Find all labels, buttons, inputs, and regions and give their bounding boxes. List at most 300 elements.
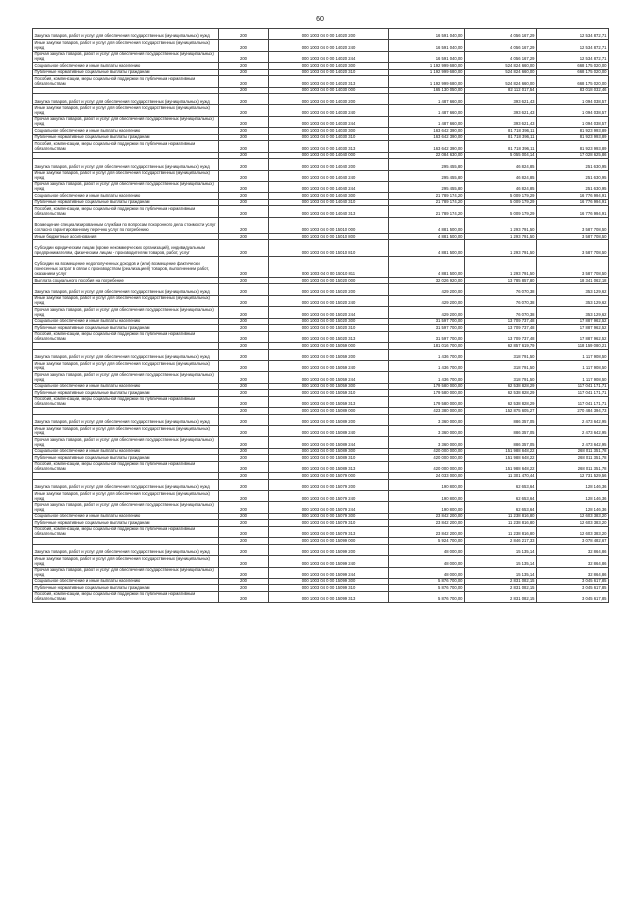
row-code-cell: 200	[219, 76, 269, 87]
row-code-cell: 200	[219, 233, 269, 240]
row-unexecuted-cell: 16 776 994,91	[537, 199, 609, 206]
row-approved-cell: 295 455,80	[389, 170, 465, 181]
row-name-cell: Прочая закупка товаров, работ и услуг для обеспечения государственных (муниципальных) нужд	[33, 567, 219, 578]
row-name-cell: Пособия, компенсации, меры социальной поддержки по публичным нормативным обязательствам	[33, 76, 219, 87]
table-row	[33, 159, 609, 170]
table-row	[33, 217, 609, 233]
row-name-cell: Иные закупки товаров, работ и услуг для обеспечения государственных (муниципальных) нужд	[33, 40, 219, 51]
row-approved-cell: 23 842 200,00	[389, 520, 465, 527]
row-unexecuted-cell: 81 923 993,89	[537, 141, 609, 152]
row-code-cell: 200	[219, 134, 269, 141]
row-code-cell: 200	[219, 307, 269, 318]
table-row	[33, 240, 609, 256]
row-executed-cell: 13 785 857,80	[465, 277, 537, 284]
row-name-cell: Субсидии на возмещение недополученных доходов и (или) возмещение фактически понесенных затрат в связи с производством (реализацией) товаров, выполнением работ, оказанием услуг	[33, 256, 219, 277]
row-approved-cell: 48 000,00	[389, 556, 465, 567]
row-code-cell: 200	[219, 325, 269, 332]
row-executed-cell: 46 824,85	[465, 181, 537, 192]
row-kbk-cell: 000 1003 04 0 00 15099 244	[269, 567, 389, 578]
row-code-cell: 200	[219, 390, 269, 397]
row-approved-cell: 420 000 000,00	[389, 461, 465, 472]
row-approved-cell: 16 591 040,00	[389, 40, 465, 51]
table-row	[33, 513, 609, 520]
row-name-cell: Иные закупки товаров, работ и услуг для обеспечения государственных (муниципальных) нужд	[33, 170, 219, 181]
row-approved-cell: 23 842 200,00	[389, 513, 465, 520]
row-executed-cell: 76 070,38	[465, 284, 537, 295]
row-unexecuted-cell: 12 731 529,56	[537, 473, 609, 480]
row-unexecuted-cell: 12 534 872,71	[537, 40, 609, 51]
table-row	[33, 277, 609, 284]
row-approved-cell: 24 033 000,00	[389, 473, 465, 480]
row-approved-cell: 22 084 630,00	[389, 152, 465, 159]
row-unexecuted-cell: 16 776 994,91	[537, 193, 609, 200]
row-unexecuted-cell: 117 041 171,71	[537, 383, 609, 390]
row-kbk-cell: 000 1003 04 0 00 15079 240	[269, 491, 389, 502]
row-kbk-cell: 000 1003 04 0 00 15079 310	[269, 520, 389, 527]
row-name-cell: Социальное обеспечение и иные выплаты населению	[33, 448, 219, 455]
row-unexecuted-cell: 2 473 642,95	[537, 425, 609, 436]
row-code-cell: 200	[219, 343, 269, 350]
table-row	[33, 63, 609, 70]
row-name-cell: Прочая закупка товаров, работ и услуг для обеспечения государственных (муниципальных) нужд	[33, 372, 219, 383]
row-code-cell: 200	[219, 538, 269, 545]
table-row	[33, 105, 609, 116]
row-approved-cell: 420 000 000,00	[389, 455, 465, 462]
table-row	[33, 181, 609, 192]
row-executed-cell: 5 009 179,29	[465, 199, 537, 206]
row-kbk-cell: 000 1003 04 0 00 14040 313	[269, 206, 389, 217]
row-kbk-cell: 000 1003 04 0 00 15099 300	[269, 578, 389, 585]
row-approved-cell: 3 360 000,00	[389, 425, 465, 436]
row-approved-cell: 31 597 700,00	[389, 325, 465, 332]
row-executed-cell: 886 357,05	[465, 425, 537, 436]
row-executed-cell: 393 621,43	[465, 94, 537, 105]
table-row	[33, 520, 609, 527]
row-name-cell: Прочая закупка товаров, работ и услуг для обеспечения государственных (муниципальных) нужд	[33, 502, 219, 513]
row-unexecuted-cell: 32 864,86	[537, 567, 609, 578]
row-executed-cell: 62 653,64	[465, 491, 537, 502]
table-row	[33, 199, 609, 206]
table-row	[33, 40, 609, 51]
row-unexecuted-cell: 17 028 625,86	[537, 152, 609, 159]
row-code-cell: 200	[219, 105, 269, 116]
row-kbk-cell: 000 1003 04 0 00 15099 000	[269, 538, 389, 545]
row-name-cell: Социальное обеспечение и иные выплаты населению	[33, 513, 219, 520]
page-number: 60	[316, 16, 324, 23]
row-code-cell: 200	[219, 318, 269, 325]
row-code-cell: 200	[219, 181, 269, 192]
row-kbk-cell: 000 1003 04 0 00 14020 313	[269, 76, 389, 87]
table-row	[33, 128, 609, 135]
row-name-cell: Социальное обеспечение и иные выплаты населению	[33, 578, 219, 585]
row-kbk-cell: 000 1003 04 0 00 15020 240	[269, 295, 389, 306]
row-code-cell: 200	[219, 170, 269, 181]
row-kbk-cell: 000 1003 04 0 00 15089 313	[269, 461, 389, 472]
row-unexecuted-cell: 3 587 708,50	[537, 217, 609, 233]
table-row	[33, 491, 609, 502]
row-code-cell: 200	[219, 284, 269, 295]
row-unexecuted-cell: 1 117 908,50	[537, 360, 609, 371]
row-name-cell: Социальное обеспечение и иные выплаты населению	[33, 383, 219, 390]
table-row	[33, 567, 609, 578]
row-name-cell: Иные закупки товаров, работ и услуг для обеспечения государственных (муниципальных) нужд	[33, 556, 219, 567]
row-name-cell: Прочая закупка товаров, работ и услуг для обеспечения государственных (муниципальных) нужд	[33, 307, 219, 318]
row-kbk-cell: 000 1003 04 0 00 14040 310	[269, 199, 389, 206]
row-approved-cell: 5 876 700,00	[389, 585, 465, 592]
row-executed-cell: 5 009 179,29	[465, 206, 537, 217]
row-name-cell: Социальное обеспечение и иные выплаты населению	[33, 318, 219, 325]
table-row	[33, 585, 609, 592]
row-code-cell: 200	[219, 141, 269, 152]
row-unexecuted-cell: 251 630,95	[537, 181, 609, 192]
row-unexecuted-cell: 1 094 038,57	[537, 116, 609, 127]
row-unexecuted-cell: 3 587 708,50	[537, 233, 609, 240]
row-kbk-cell: 000 1003 04 0 00 15099 313	[269, 591, 389, 602]
row-unexecuted-cell: 128 146,36	[537, 502, 609, 513]
row-approved-cell: 1 487 660,00	[389, 105, 465, 116]
table-row	[33, 383, 609, 390]
row-kbk-cell: 000 1003 04 0 00 15099 310	[269, 585, 389, 592]
row-kbk-cell: 000 1003 04 0 00 14030 244	[269, 116, 389, 127]
row-executed-cell: 151 988 648,22	[465, 455, 537, 462]
row-kbk-cell: 000 1003 04 0 00 15079 200	[269, 479, 389, 490]
row-approved-cell: 295 455,80	[389, 159, 465, 170]
row-kbk-cell: 000 1003 04 0 00 15079 300	[269, 513, 389, 520]
row-unexecuted-cell: 668 175 020,00	[537, 76, 609, 87]
row-executed-cell: 2 831 082,15	[465, 591, 537, 602]
row-code-cell: 200	[219, 396, 269, 407]
row-kbk-cell: 000 1003 04 0 00 15020 000	[269, 277, 389, 284]
row-name-cell: Прочая закупка товаров, работ и услуг для обеспечения государственных (муниципальных) нужд	[33, 51, 219, 62]
row-name-cell: Пособия, компенсации, меры социальной поддержки по публичным нормативным обязательствам	[33, 526, 219, 537]
row-name-cell: Закупка товаров, работ и услуг для обеспечения государственных (муниципальных) нужд	[33, 284, 219, 295]
row-executed-cell: 11 238 816,80	[465, 526, 537, 537]
row-executed-cell: 11 301 470,44	[465, 473, 537, 480]
row-executed-cell: 81 718 396,11	[465, 141, 537, 152]
row-approved-cell: 295 455,80	[389, 181, 465, 192]
row-name-cell: Публичные нормативные социальные выплаты гражданам	[33, 520, 219, 527]
row-unexecuted-cell: 12 603 383,20	[537, 513, 609, 520]
row-unexecuted-cell: 668 175 020,00	[537, 69, 609, 76]
table-row	[33, 414, 609, 425]
row-kbk-cell: 000 1003 04 0 00 14040 240	[269, 170, 389, 181]
row-name-cell: Субсидии юридическим лицам (кроме некоммерческих организаций), индивидуальным предпринимателям, физическим лицам - производителям товаров, работ, услуг	[33, 240, 219, 256]
row-executed-cell: 318 791,50	[465, 349, 537, 360]
table-row	[33, 318, 609, 325]
table-row	[33, 29, 609, 40]
table-row	[33, 134, 609, 141]
row-name-cell: Закупка товаров, работ и услуг для обеспечения государственных (муниципальных) нужд	[33, 349, 219, 360]
table-row	[33, 206, 609, 217]
row-executed-cell: 886 357,05	[465, 437, 537, 448]
row-approved-cell: 23 842 200,00	[389, 526, 465, 537]
row-name-cell: Иные закупки товаров, работ и услуг для обеспечения государственных (муниципальных) нужд	[33, 105, 219, 116]
row-approved-cell: 190 800,00	[389, 491, 465, 502]
row-name-cell: Пособия, компенсации, меры социальной поддержки по публичным нормативным обязательствам	[33, 141, 219, 152]
row-name-cell: Пособия, компенсации, меры социальной поддержки по публичным нормативным обязательствам	[33, 461, 219, 472]
row-code-cell: 200	[219, 502, 269, 513]
row-name-cell: Пособия, компенсации, меры социальной поддержки по публичным нормативным обязательствам	[33, 206, 219, 217]
row-kbk-cell: 000 1003 04 0 00 15020 300	[269, 318, 389, 325]
row-code-cell: 200	[219, 199, 269, 206]
row-kbk-cell: 000 1003 04 0 00 15089 310	[269, 455, 389, 462]
row-code-cell: 200	[219, 520, 269, 527]
row-unexecuted-cell: 12 603 383,20	[537, 526, 609, 537]
row-unexecuted-cell: 668 175 020,00	[537, 63, 609, 70]
table-row	[33, 544, 609, 555]
row-name-cell: Прочая закупка товаров, работ и услуг для обеспечения государственных (муниципальных) нужд	[33, 437, 219, 448]
row-code-cell: 200	[219, 408, 269, 415]
row-unexecuted-cell: 268 011 351,78	[537, 455, 609, 462]
table-row	[33, 556, 609, 567]
row-code-cell: 200	[219, 591, 269, 602]
row-code-cell: 200	[219, 159, 269, 170]
table-row	[33, 479, 609, 490]
table-row	[33, 193, 609, 200]
row-kbk-cell: 000 1003 04 0 00 14020 244	[269, 51, 389, 62]
row-unexecuted-cell: 117 041 171,71	[537, 390, 609, 397]
row-name-cell: Социальное обеспечение и иные выплаты населению	[33, 193, 219, 200]
row-code-cell: 200	[219, 479, 269, 490]
row-approved-cell: 420 000 000,00	[389, 448, 465, 455]
row-kbk-cell: 000 1003 04 0 00 14020 200	[269, 29, 389, 40]
row-unexecuted-cell: 353 129,62	[537, 295, 609, 306]
row-executed-cell: 1 293 791,50	[465, 256, 537, 277]
row-name-cell: Закупка товаров, работ и услуг для обеспечения государственных (муниципальных) нужд	[33, 544, 219, 555]
table-row	[33, 502, 609, 513]
row-unexecuted-cell: 81 923 993,89	[537, 128, 609, 135]
row-approved-cell: 32 026 920,00	[389, 277, 465, 284]
row-executed-cell: 11 238 816,80	[465, 520, 537, 527]
row-approved-cell: 429 200,00	[389, 307, 465, 318]
row-code-cell: 200	[219, 240, 269, 256]
row-code-cell: 200	[219, 578, 269, 585]
row-name-cell: Публичные нормативные социальные выплаты гражданам	[33, 199, 219, 206]
row-code-cell: 200	[219, 473, 269, 480]
row-executed-cell: 2 846 217,33	[465, 538, 537, 545]
row-executed-cell: 62 653,64	[465, 479, 537, 490]
table-row	[33, 526, 609, 537]
row-approved-cell: 179 580 000,00	[389, 383, 465, 390]
row-unexecuted-cell: 128 146,36	[537, 491, 609, 502]
row-kbk-cell: 000 1003 04 0 00 15010 800	[269, 233, 389, 240]
row-unexecuted-cell: 83 018 032,46	[537, 87, 609, 94]
row-code-cell: 200	[219, 448, 269, 455]
table-row	[33, 76, 609, 87]
row-name-cell: Иные бюджетные ассигнования	[33, 233, 219, 240]
row-approved-cell: 4 881 500,00	[389, 233, 465, 240]
row-unexecuted-cell: 3 045 617,85	[537, 591, 609, 602]
row-kbk-cell: 000 1003 04 0 00 15079 313	[269, 526, 389, 537]
row-executed-cell: 318 791,50	[465, 372, 537, 383]
row-kbk-cell: 000 1003 04 0 00 15059 200	[269, 349, 389, 360]
row-kbk-cell: 000 1003 04 0 00 14040 000	[269, 152, 389, 159]
row-name-cell: Публичные нормативные социальные выплаты гражданам	[33, 134, 219, 141]
row-unexecuted-cell: 12 603 383,20	[537, 520, 609, 527]
row-code-cell: 200	[219, 567, 269, 578]
row-code-cell: 200	[219, 94, 269, 105]
row-unexecuted-cell: 18 341 062,18	[537, 277, 609, 284]
table-row	[33, 372, 609, 383]
row-kbk-cell: 000 1003 04 0 00 14020 310	[269, 69, 389, 76]
row-approved-cell: 16 591 040,00	[389, 51, 465, 62]
row-code-cell: 200	[219, 277, 269, 284]
row-kbk-cell: 000 1003 04 0 00 14030 310	[269, 134, 389, 141]
row-code-cell: 200	[219, 425, 269, 436]
table-row	[33, 396, 609, 407]
table-row	[33, 284, 609, 295]
row-code-cell: 200	[219, 63, 269, 70]
row-approved-cell: 16 591 040,00	[389, 29, 465, 40]
table-row	[33, 116, 609, 127]
row-approved-cell: 179 580 000,00	[389, 396, 465, 407]
row-kbk-cell: 000 1003 04 0 00 14020 240	[269, 40, 389, 51]
row-approved-cell: 163 642 390,00	[389, 141, 465, 152]
row-name-cell: Публичные нормативные социальные выплаты гражданам	[33, 69, 219, 76]
row-executed-cell: 13 709 737,48	[465, 318, 537, 325]
row-unexecuted-cell: 17 887 962,52	[537, 318, 609, 325]
row-code-cell: 200	[219, 360, 269, 371]
row-unexecuted-cell: 2 473 642,95	[537, 414, 609, 425]
row-name-cell: Закупка товаров, работ и услуг для обеспечения государственных (муниципальных) нужд	[33, 479, 219, 490]
row-executed-cell: 62 538 828,29	[465, 390, 537, 397]
row-unexecuted-cell: 17 887 962,52	[537, 331, 609, 342]
row-unexecuted-cell: 3 587 708,50	[537, 240, 609, 256]
table-row	[33, 51, 609, 62]
row-unexecuted-cell: 353 129,62	[537, 307, 609, 318]
row-code-cell: 200	[219, 193, 269, 200]
row-code-cell: 200	[219, 152, 269, 159]
row-kbk-cell: 000 1003 04 0 00 14020 300	[269, 63, 389, 70]
row-unexecuted-cell: 128 146,36	[537, 479, 609, 490]
row-approved-cell: 1 487 660,00	[389, 94, 465, 105]
row-kbk-cell: 000 1003 04 0 00 15089 240	[269, 425, 389, 436]
row-unexecuted-cell: 2 473 642,95	[537, 437, 609, 448]
row-unexecuted-cell: 12 534 872,71	[537, 29, 609, 40]
row-kbk-cell: 000 1003 04 0 00 15099 200	[269, 544, 389, 555]
row-approved-cell: 1 436 700,00	[389, 372, 465, 383]
row-approved-cell: 4 881 500,00	[389, 217, 465, 233]
row-executed-cell: 4 056 167,29	[465, 40, 537, 51]
row-approved-cell: 31 597 700,00	[389, 318, 465, 325]
row-approved-cell: 1 487 660,00	[389, 116, 465, 127]
row-kbk-cell: 000 1003 04 0 00 15079 000	[269, 473, 389, 480]
row-name-cell: Закупка товаров, работ и услуг для обеспечения государственных (муниципальных) нужд	[33, 159, 219, 170]
row-executed-cell: 318 791,50	[465, 360, 537, 371]
row-name-cell: Публичные нормативные социальные выплаты гражданам	[33, 585, 219, 592]
row-name-cell: Иные закупки товаров, работ и услуг для обеспечения государственных (муниципальных) нужд	[33, 360, 219, 371]
row-code-cell: 200	[219, 544, 269, 555]
row-kbk-cell: 000 1003 04 0 00 15020 313	[269, 331, 389, 342]
row-approved-cell: 5 876 700,00	[389, 578, 465, 585]
row-name-cell: Закупка товаров, работ и услуг для обеспечения государственных (муниципальных) нужд	[33, 29, 219, 40]
row-executed-cell: 524 824 660,00	[465, 63, 537, 70]
row-kbk-cell: 000 1003 04 0 00 14030 300	[269, 128, 389, 135]
row-kbk-cell: 000 1003 04 0 00 15020 200	[269, 284, 389, 295]
row-approved-cell: 5 876 700,00	[389, 591, 465, 602]
row-name-cell: Пособия, компенсации, меры социальной поддержки по публичным нормативным обязательствам	[33, 331, 219, 342]
row-name-cell: Публичные нормативные социальные выплаты гражданам	[33, 455, 219, 462]
row-code-cell: 200	[219, 349, 269, 360]
row-unexecuted-cell: 32 864,86	[537, 556, 609, 567]
table-row	[33, 256, 609, 277]
table-row	[33, 141, 609, 152]
row-approved-cell: 48 000,00	[389, 567, 465, 578]
row-kbk-cell: 000 1003 04 0 00 14030 240	[269, 105, 389, 116]
row-executed-cell: 82 112 017,54	[465, 87, 537, 94]
row-executed-cell: 62 538 828,29	[465, 383, 537, 390]
row-code-cell: 200	[219, 513, 269, 520]
row-executed-cell: 62 857 619,79	[465, 343, 537, 350]
row-kbk-cell: 000 1003 04 0 00 14030 200	[269, 94, 389, 105]
row-approved-cell: 21 789 174,20	[389, 206, 465, 217]
row-code-cell: 200	[219, 51, 269, 62]
row-approved-cell: 3 360 000,00	[389, 437, 465, 448]
row-unexecuted-cell: 17 887 962,52	[537, 325, 609, 332]
row-executed-cell: 15 135,14	[465, 567, 537, 578]
row-unexecuted-cell: 32 864,86	[537, 544, 609, 555]
table-row	[33, 425, 609, 436]
row-unexecuted-cell: 251 630,95	[537, 159, 609, 170]
table-row	[33, 360, 609, 371]
row-code-cell: 200	[219, 206, 269, 217]
row-kbk-cell: 000 1003 04 0 00 14040 300	[269, 193, 389, 200]
row-code-cell: 200	[219, 383, 269, 390]
table-row	[33, 448, 609, 455]
row-approved-cell: 5 924 700,00	[389, 538, 465, 545]
table-row	[33, 331, 609, 342]
row-kbk-cell: 000 1003 04 0 00 15089 200	[269, 414, 389, 425]
row-name-cell: Возмещение специализированным службам по вопросам похоронного дела стоимости услуг согласно гарантированному перечню услуг по погребению	[33, 217, 219, 233]
row-code-cell: 200	[219, 331, 269, 342]
row-executed-cell: 4 056 167,29	[465, 51, 537, 62]
row-code-cell: 200	[219, 556, 269, 567]
row-approved-cell: 163 642 390,00	[389, 134, 465, 141]
row-executed-cell: 151 988 648,22	[465, 448, 537, 455]
row-approved-cell: 429 200,00	[389, 284, 465, 295]
row-approved-cell: 423 380 000,00	[389, 408, 465, 415]
row-kbk-cell: 000 1003 04 0 00 15020 244	[269, 307, 389, 318]
row-executed-cell: 46 824,85	[465, 170, 537, 181]
report-body	[33, 29, 609, 603]
row-code-cell: 200	[219, 87, 269, 94]
table-row	[33, 170, 609, 181]
row-approved-cell: 190 800,00	[389, 479, 465, 490]
table-row	[33, 437, 609, 448]
row-executed-cell: 46 824,85	[465, 159, 537, 170]
row-kbk-cell: 000 1003 04 0 00 15059 313	[269, 396, 389, 407]
row-unexecuted-cell: 12 534 872,71	[537, 51, 609, 62]
row-executed-cell: 2 831 082,15	[465, 578, 537, 585]
row-executed-cell: 886 357,05	[465, 414, 537, 425]
row-name-cell: Социальное обеспечение и иные выплаты населению	[33, 63, 219, 70]
row-name-cell: Пособия, компенсации, меры социальной поддержки по публичным нормативным обязательствам	[33, 591, 219, 602]
row-name-cell: Иные закупки товаров, работ и услуг для обеспечения государственных (муниципальных) нужд	[33, 295, 219, 306]
row-executed-cell: 62 538 828,29	[465, 396, 537, 407]
row-executed-cell: 152 875 605,27	[465, 408, 537, 415]
row-executed-cell: 81 718 396,11	[465, 134, 537, 141]
table-row	[33, 390, 609, 397]
row-kbk-cell: 000 1003 04 0 00 15059 310	[269, 390, 389, 397]
row-approved-cell: 4 881 500,00	[389, 256, 465, 277]
row-name-cell: Пособия, компенсации, меры социальной поддержки по публичным нормативным обязательствам	[33, 396, 219, 407]
row-executed-cell: 81 718 396,11	[465, 128, 537, 135]
row-code-cell: 200	[219, 437, 269, 448]
row-executed-cell: 151 988 648,22	[465, 461, 537, 472]
row-unexecuted-cell: 353 129,62	[537, 284, 609, 295]
row-approved-cell: 21 789 174,20	[389, 193, 465, 200]
row-executed-cell: 13 709 737,48	[465, 325, 537, 332]
